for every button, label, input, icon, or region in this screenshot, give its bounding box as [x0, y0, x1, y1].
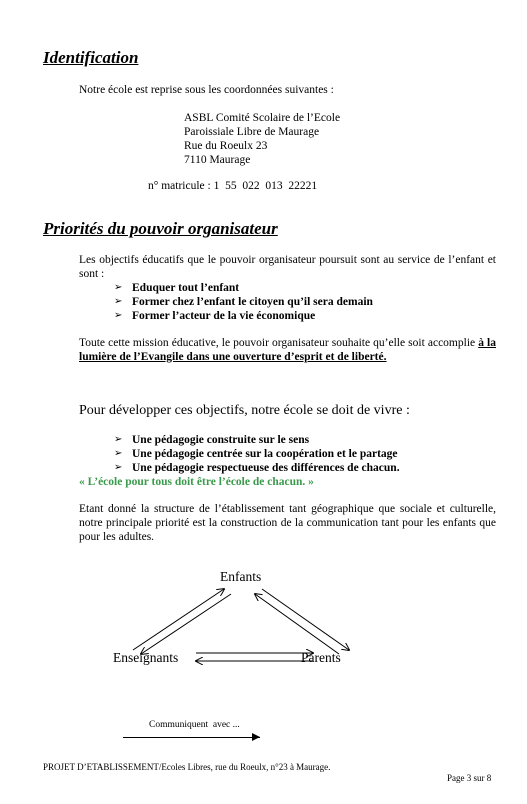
mission-emphasis: à la lumière de l’Evangile dans une ouverture d’esprit et de liberté. — [79, 337, 496, 363]
objectif-item: ➢ Former chez l’enfant le citoyen qu’il sera demain — [114, 296, 373, 308]
pedagogie-item: ➢ Une pédagogie centrée sur la coopération et le partage — [114, 448, 398, 460]
arrow-bullet-icon: ➢ — [114, 434, 123, 445]
identification-intro: Notre école est reprise sous les coordonnées suivantes : — [79, 84, 334, 96]
objectif-item: ➢ Eduquer tout l’enfant — [114, 282, 240, 294]
structure-paragraph: Etant donné la structure de l’établissement tant géographique que sociale et culturelle, notre principale priorité est la construction de la communication tant pour les enfants que pour les adultes. — [79, 503, 496, 543]
address-line: Rue du Roeulx 23 — [184, 140, 268, 152]
address-line: ASBL Comité Scolaire de l’Ecole — [184, 112, 341, 124]
arrow-bullet-icon: ➢ — [114, 310, 123, 321]
priorites-heading: Priorités du pouvoir organisateur — [43, 219, 278, 238]
address-line: Paroissiale Libre de Maurage — [184, 126, 320, 138]
legend-arrowhead-icon — [252, 733, 260, 741]
mission-paragraph — [79, 336, 496, 364]
communication-diagram — [0, 560, 527, 680]
legend-label: Communiquent avec ... — [149, 720, 240, 730]
legend-line — [123, 737, 260, 738]
arrow-bullet-icon: ➢ — [114, 462, 123, 473]
mission-text: Toute cette mission éducative, le pouvoir organisateur souhaite qu’elle soit accomplie — [79, 337, 479, 349]
footer-projet: PROJET D’ETABLISSEMENT/Ecoles Libres, rue du Roeulx, n°23 à Maurage. — [43, 762, 331, 772]
devise: « L’école pour tous doit être l’école de chacun. » — [79, 476, 314, 488]
address-block — [184, 111, 340, 167]
arrow-bullet-icon: ➢ — [114, 296, 123, 307]
diagram-arrows — [0, 560, 527, 680]
developper-text: Pour développer ces objectifs, notre école se doit de vivre : — [79, 403, 410, 418]
pedagogie-item: ➢ Une pédagogie construite sur le sens — [114, 434, 310, 446]
page-number: Page 3 sur 8 — [447, 773, 492, 783]
arrow-enfants-to-parents — [262, 589, 349, 650]
identification-heading: Identification — [43, 48, 139, 67]
address-line: 7110 Maurage — [184, 154, 251, 166]
node-enfants: Enfants — [220, 569, 262, 584]
objectif-item: ➢ Former l’acteur de la vie économique — [114, 310, 316, 322]
arrow-bullet-icon: ➢ — [114, 282, 123, 293]
arrow-bullet-icon: ➢ — [114, 448, 123, 459]
arrow-enseignants-to-enfants — [133, 589, 224, 650]
arrow-parents-to-enfants — [255, 594, 339, 654]
node-parents: Parents — [301, 650, 341, 665]
priorites-intro: Les objectifs éducatifs que le pouvoir organisateur poursuit sont au service de l’enfant et sont : — [79, 254, 496, 280]
arrow-enfants-to-enseignants — [141, 594, 231, 654]
pedagogie-item: ➢ Une pédagogie respectueuse des différences de chacun. — [114, 462, 400, 474]
node-enseignants: Enseignants — [113, 650, 179, 665]
matricule: n° matricule : 1 55 022 013 22221 — [148, 180, 318, 192]
